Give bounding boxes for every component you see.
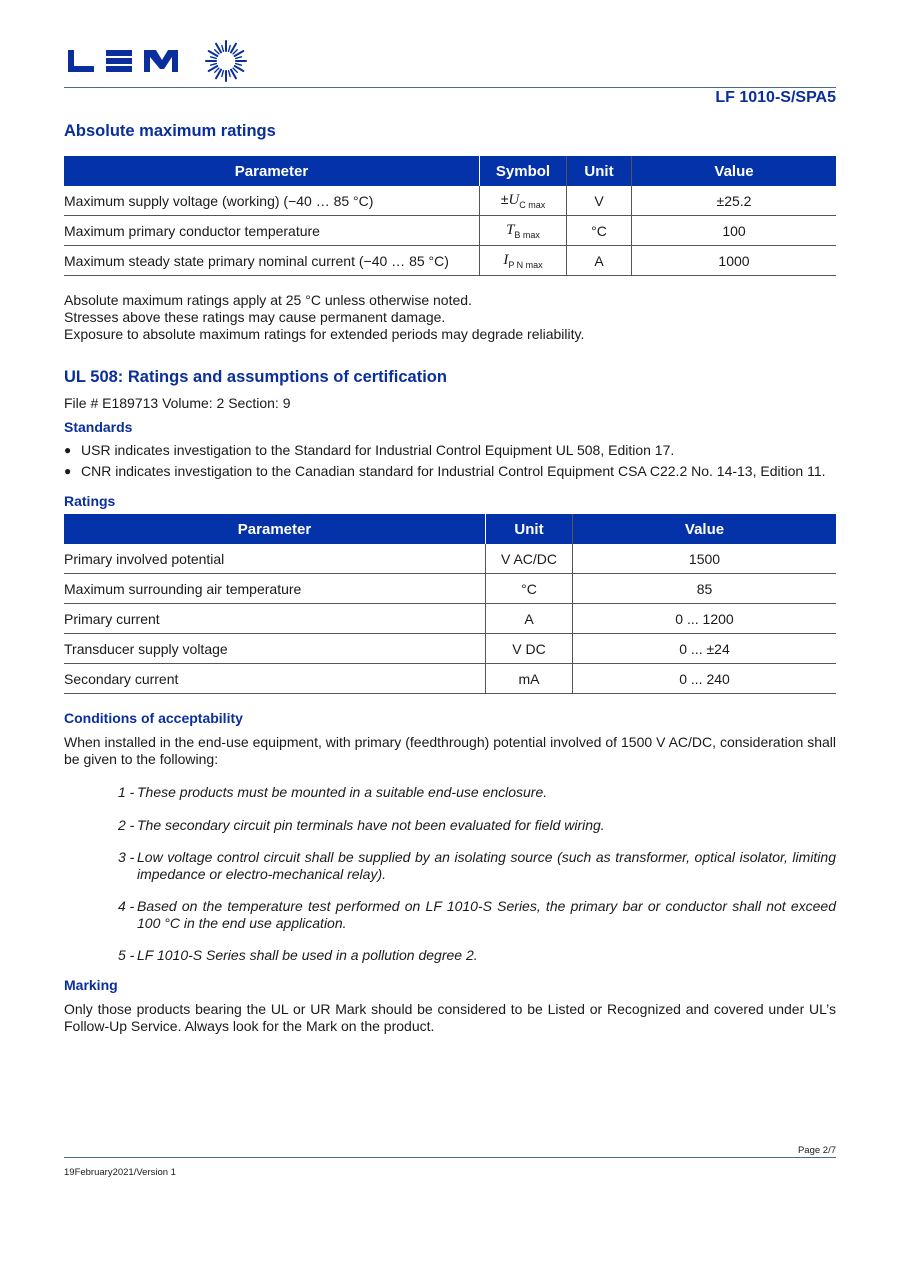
ratings-value: 1500 (573, 544, 837, 574)
abs-max-row (64, 246, 836, 276)
table-row (64, 544, 836, 574)
abs-max-row (64, 186, 836, 216)
sun-ray (233, 68, 237, 72)
ratings-header-parameter: Parameter (64, 514, 486, 544)
list-item (64, 440, 836, 461)
ratings-unit: V AC/DC (486, 544, 573, 574)
sun-ray (229, 46, 231, 52)
abs-max-note: Exposure to absolute maximum ratings for extended periods may degrade reliability. (64, 326, 585, 342)
abs-max-row (64, 216, 836, 246)
header-rule (64, 87, 836, 88)
marking-title: Marking (64, 976, 118, 993)
symbol-main: I (503, 252, 509, 268)
ratings-unit: V DC (486, 634, 573, 664)
sun-ray (215, 50, 219, 54)
table-row (64, 664, 836, 694)
list-item (64, 461, 836, 482)
abs-max-symbol (480, 186, 567, 216)
abs-max-notes (64, 292, 836, 343)
abs-max-parameter: Maximum supply voltage (working) (−40 … 85 °C) (64, 186, 480, 216)
condition-number: 1 - (118, 784, 135, 800)
table-row (64, 604, 836, 634)
condition-number: 3 - (118, 849, 135, 865)
standards-title: Standards (64, 419, 133, 435)
abs-max-parameter: Maximum steady state primary nominal current (−40 … 85 °C) (64, 246, 480, 276)
list-item (118, 784, 836, 801)
condition-text: These products must be mounted in a suitable end-use enclosure. (137, 784, 548, 800)
ul-title: UL 508: Ratings and assumptions of certification (64, 368, 447, 386)
sun-ray (233, 50, 237, 54)
abs-max-header-symbol: Symbol (480, 156, 567, 186)
ratings-parameter: Primary involved potential (64, 544, 486, 574)
abs-max-value: 100 (632, 216, 837, 246)
conditions-intro: When installed in the end-use equipment, with primary (feedthrough) potential involved of 1500 V AC/DC, consideration shall be given to the following: (64, 734, 836, 767)
bullet-icon: ● (64, 464, 72, 478)
conditions-title: Conditions of acceptability (64, 710, 243, 726)
sun-ray (222, 71, 224, 77)
table-row (64, 574, 836, 604)
ratings-parameter: Maximum surrounding air temperature (64, 574, 486, 604)
abs-max-unit: V (567, 186, 632, 216)
abs-max-parameter: Maximum primary conductor temperature (64, 216, 480, 246)
conditions-list (64, 784, 836, 964)
footer-date: 19February2021/Version 1 (64, 1167, 176, 1178)
symbol-subscript: B max (514, 230, 540, 240)
symbol-prefix: ± (500, 191, 509, 207)
symbol-main: U (508, 192, 520, 208)
ratings-value: 0 ... 240 (573, 664, 837, 694)
condition-text: Based on the temperature test performed on LF 1010-S Series, the primary bar or conductor shall not exceed 100 °C in the end use application. (137, 898, 836, 931)
abs-max-symbol (480, 216, 567, 246)
sun-ray (236, 64, 242, 66)
ratings-table (64, 514, 836, 694)
abs-max-unit: A (567, 246, 632, 276)
page-content (64, 122, 836, 1035)
ratings-parameter: Secondary current (64, 664, 486, 694)
ratings-unit: mA (486, 664, 573, 694)
abs-max-unit: °C (567, 216, 632, 246)
footer-rule (64, 1157, 836, 1158)
symbol-subscript: P N max (508, 260, 543, 270)
standard-text: CNR indicates investigation to the Canadian standard for Industrial Control Equipment CSA C22.2 No. 14-13, Edition 11. (81, 463, 826, 479)
ul-file-reference: File # E189713 Volume: 2 Section: 9 (64, 395, 291, 411)
bullet-icon: ● (64, 443, 72, 457)
symbol-subscript: C max (519, 200, 546, 210)
ratings-value: 85 (573, 574, 837, 604)
ratings-unit: °C (486, 574, 573, 604)
sun-ray (222, 46, 224, 52)
ratings-value: 0 ... ±24 (573, 634, 837, 664)
lem-logo (68, 40, 250, 87)
list-item (118, 849, 836, 882)
abs-max-header-parameter: Parameter (64, 156, 480, 186)
list-item (118, 947, 836, 964)
ratings-title: Ratings (64, 493, 116, 509)
ratings-unit: A (486, 604, 573, 634)
abs-max-value: ±25.2 (632, 186, 837, 216)
condition-text: LF 1010-S Series shall be used in a pollution degree 2. (137, 947, 478, 963)
abs-max-note: Absolute maximum ratings apply at 25 °C unless otherwise noted. (64, 292, 472, 308)
page-number: Page 2/7 (797, 1145, 836, 1156)
standard-text: USR indicates investigation to the Standard for Industrial Control Equipment UL 508, Edition 17. (81, 442, 675, 458)
ratings-header-value: Value (573, 514, 837, 544)
condition-text: The secondary circuit pin terminals have not been evaluated for field wiring. (137, 816, 605, 833)
ratings-parameter: Transducer supply voltage (64, 634, 486, 664)
condition-text: Low voltage control circuit shall be supplied by an isolating source (such as transformer, optical isolator, limiting impedance or electro-mechanical relay). (137, 849, 836, 882)
abs-max-table (64, 156, 836, 276)
abs-max-header-value: Value (632, 156, 837, 186)
ratings-value: 0 ... 1200 (573, 604, 837, 634)
sun-ray (215, 68, 219, 72)
abs-max-title: Absolute maximum ratings (64, 122, 276, 140)
sun-ray (229, 71, 231, 77)
list-item (118, 898, 836, 931)
ratings-parameter: Primary current (64, 604, 486, 634)
list-item (118, 817, 836, 834)
document-code: LF 1010-S/SPA5 (715, 89, 836, 106)
abs-max-value: 1000 (632, 246, 837, 276)
ratings-header-unit: Unit (486, 514, 573, 544)
condition-number: 2 - (118, 816, 135, 833)
condition-number: 5 - (118, 947, 135, 963)
abs-max-header-unit: Unit (567, 156, 632, 186)
abs-max-note: Stresses above these ratings may cause permanent damage. (64, 309, 446, 325)
abs-max-symbol (480, 246, 567, 276)
sun-ray (236, 57, 242, 59)
table-row (64, 634, 836, 664)
marking-text: Only those products bearing the UL or UR Mark should be considered to be Listed or Recognized and covered under UL’s Follow-Up Service. Always look for the Mark on the product. (64, 1000, 836, 1034)
condition-number: 4 - (118, 898, 135, 914)
symbol-main: T (506, 222, 515, 238)
sun-ray (211, 64, 217, 66)
standards-list (64, 440, 836, 482)
sun-ray (211, 57, 217, 59)
